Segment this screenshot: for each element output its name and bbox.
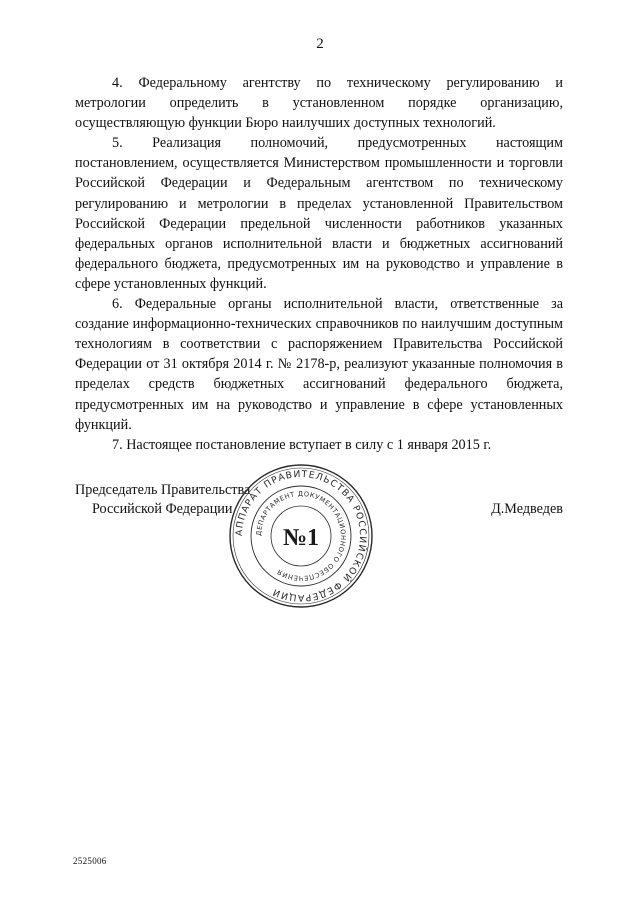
official-seal-stamp	[227, 462, 375, 610]
seal-ring-text: АППАРАТ ПРАВИТЕЛЬСТВА РОССИЙСКОЙ ФЕДЕРАЦИИ	[233, 468, 369, 604]
paragraph-4: 4. Федеральному агентству по техническому регулированию и метрологии определить в установленном порядке организацию, осуществляющую функции Бюро наилучших доступных технологий.	[75, 75, 563, 132]
footer-document-code: 2525006	[73, 856, 107, 866]
body-text	[75, 73, 563, 455]
paragraph-6: 6. Федеральные органы исполнительной власти, ответственные за создание информационно-технических справочников по наилучшим доступным технологиям в соответствии с распоряжением Правительства Российской Федерации от 31 октября 2014 г. № 2178-р, реализуют указанные полномочия в пределах средств бюджетных ассигнований федерального бюджета, предусмотренных им на руководство и управление в сфере установленных функций.	[75, 296, 563, 433]
signatory-title-line2: Российской Федерации	[92, 501, 233, 517]
signature-block	[75, 468, 563, 604]
paragraph-7: 7. Настоящее постановление вступает в силу с 1 января 2015 г.	[112, 436, 492, 453]
seal-inner-text: ДЕПАРТАМЕНТ ДОКУМЕНТАЦИОННОГО ОБЕСПЕЧЕНИЯ	[254, 489, 348, 583]
signatory-name: Д.Медведев	[491, 501, 563, 517]
signatory-title-line1: Председатель Правительства	[75, 482, 251, 498]
seal-number: №1	[282, 525, 320, 551]
page-number: 2	[316, 36, 324, 52]
paragraph-5: 5. Реализация полномочий, предусмотренных настоящим постановлением, осуществляется Министерством промышленности и торговли Российской Федерации и Федеральным агентством по техническому регулированию и метрологии в пределах установленной Правительством Российской Федерации предельной численности работников указанных федеральных органов исполнительной власти и бюджетных ассигнований федерального бюджета, предусмотренных им на руководство и управление в сфере установленных функций.	[75, 135, 563, 292]
